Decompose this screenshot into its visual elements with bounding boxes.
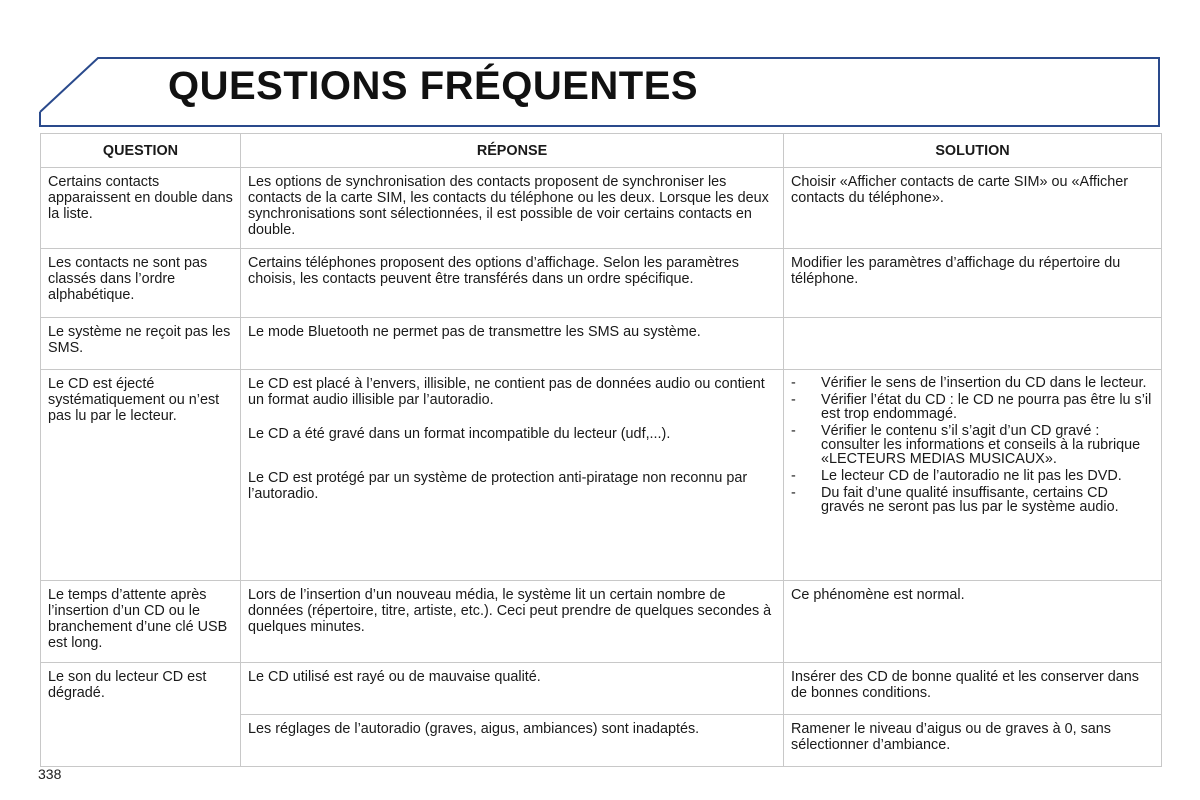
header-response: RÉPONSE: [241, 134, 784, 168]
bullet-dash: -: [791, 392, 796, 408]
table-row: [41, 581, 1162, 663]
response-cell: Le mode Bluetooth ne permet pas de transmettre les SMS au système.: [241, 318, 784, 370]
solution-cell: Ce phénomène est normal.: [784, 581, 1162, 663]
question-cell: Le CD est éjecté systématiquement ou n’est pas lu par le lecteur.: [41, 370, 241, 581]
table-row: [41, 249, 1162, 318]
list-item-text: Vérifier le sens de l’insertion du CD dans le lecteur.: [821, 375, 1147, 391]
response-paragraph: Le CD est placé à l’envers, illisible, ne contient pas de données audio ou contient un format audio illisible par l’autoradio.: [248, 376, 765, 408]
list-item: [791, 486, 1154, 514]
question-cell: Le son du lecteur CD est dégradé.: [41, 663, 241, 767]
list-item: [791, 469, 1154, 483]
response-cell: Les réglages de l’autoradio (graves, aigus, ambiances) sont inadaptés.: [241, 715, 784, 767]
list-item-text: Vérifier l’état du CD : le CD ne pourra pas être lu s’il est trop endommagé.: [821, 392, 1152, 422]
response-cell: Les options de synchronisation des contacts proposent de synchroniser les contacts de la carte SIM, les contacts du téléphone ou les deux. Lorsque les deux synchronisations sont sélectionnées, il est possible de voir certains contacts en double.: [241, 168, 784, 249]
response-cell: Lors de l’insertion d’un nouveau média, le système lit un certain nombre de données (répertoire, titre, artiste, etc.). Ceci peut prendre de quelques secondes à quelques minutes.: [241, 581, 784, 663]
solution-cell: Choisir «Afficher contacts de carte SIM» ou «Afficher contacts du téléphone».: [784, 168, 1162, 249]
list-item-text: Vérifier le contenu s’il s’agit d’un CD gravé : consulter les informations et conseils à la rubrique «LECTEURS MEDIAS MUSICAUX».: [821, 423, 1141, 467]
solution-cell: Ramener le niveau d’aigus ou de graves à 0, sans sélectionner d’ambiance.: [784, 715, 1162, 767]
title-banner: [0, 0, 1200, 130]
solution-cell: [784, 318, 1162, 370]
question-cell: Le système ne reçoit pas les SMS.: [41, 318, 241, 370]
bullet-dash: -: [791, 423, 796, 439]
page-number: 338: [38, 766, 62, 782]
response-paragraph: Le CD est protégé par un système de protection anti-piratage non reconnu par l’autoradio.: [248, 470, 748, 502]
solution-cell: [784, 370, 1162, 581]
table-row: [41, 663, 1162, 715]
response-cell: Le CD utilisé est rayé ou de mauvaise qualité.: [241, 663, 784, 715]
question-cell: Le temps d’attente après l’insertion d’un CD ou le branchement d’une clé USB est long.: [41, 581, 241, 663]
list-item-text: Du fait d’une qualité insuffisante, certains CD gravés ne seront pas lus par le système audio.: [821, 485, 1119, 515]
bullet-dash: -: [791, 485, 796, 501]
bullet-dash: -: [791, 468, 796, 484]
solution-list: [791, 376, 1154, 514]
question-cell: Certains contacts apparaissent en double dans la liste.: [41, 168, 241, 249]
faq-table: [40, 133, 1162, 767]
list-item: [791, 424, 1154, 466]
solution-cell: Modifier les paramètres d’affichage du répertoire du téléphone.: [784, 249, 1162, 318]
table-header-row: [41, 134, 1162, 168]
list-item: [791, 376, 1154, 390]
table-row: [41, 370, 1162, 581]
solution-cell: Insérer des CD de bonne qualité et les conserver dans de bonnes conditions.: [784, 663, 1162, 715]
question-cell: Les contacts ne sont pas classés dans l’ordre alphabétique.: [41, 249, 241, 318]
page-title: QUESTIONS FRÉQUENTES: [168, 64, 699, 108]
response-cell: [241, 370, 784, 581]
header-solution: SOLUTION: [784, 134, 1162, 168]
response-paragraph: Le CD a été gravé dans un format incompatible du lecteur (udf,...).: [248, 426, 671, 442]
list-item-text: Le lecteur CD de l’autoradio ne lit pas les DVD.: [821, 468, 1122, 484]
list-item: [791, 393, 1154, 421]
table-row: [41, 168, 1162, 249]
table-row: [41, 318, 1162, 370]
bullet-dash: -: [791, 375, 796, 391]
header-question: QUESTION: [41, 134, 241, 168]
response-cell: Certains téléphones proposent des options d’affichage. Selon les paramètres choisis, les contacts peuvent être transférés dans un ordre spécifique.: [241, 249, 784, 318]
